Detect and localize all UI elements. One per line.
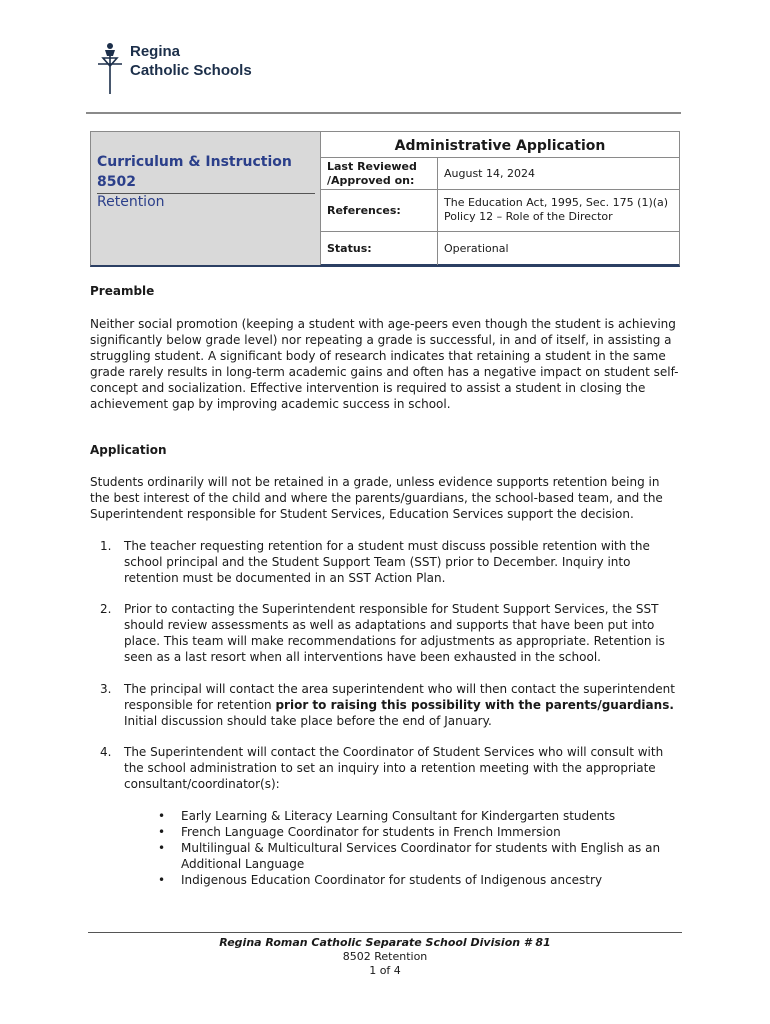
list-item-text: Prior to contacting the Superintendent responsible for Student Support Services, the SST should review assessments as well as adaptations and supports that have been put into place. This team will make recommendations for adjustments as appropriate. Retention is seen as a last resort when all interventions have been exhausted in the school. <box>124 602 665 664</box>
application-title: Administrative Application <box>321 132 679 158</box>
section-label: Curriculum & Instruction <box>97 154 292 170</box>
bullet-text: Multilingual & Multicultural Services Coordinator for students with English as an Additional Language <box>181 841 661 871</box>
section-heading <box>97 152 315 194</box>
policy-title: Retention <box>97 194 165 210</box>
application-intro: Students ordinarily will not be retained in a grade, unless evidence supports retention being in the best interest of the child and where the parents/guardians, the school-based team, and the Superintendent responsible for Student Services, Education Services support the decision. <box>90 475 663 521</box>
reference-2: Policy 12 – Role of the Director <box>444 210 613 223</box>
numbered-list-4 <box>90 744 680 792</box>
bullet-item <box>156 824 676 840</box>
list-number: 3. <box>100 682 112 696</box>
row-references <box>321 190 679 232</box>
logo-line-2: Catholic Schools <box>130 62 252 79</box>
last-reviewed-label: Last Reviewed /Approved on: <box>327 160 417 187</box>
section-number: 8502 <box>97 174 136 190</box>
application-heading: Application <box>90 443 167 457</box>
list-number: 2. <box>100 602 112 616</box>
numbered-list-3 <box>90 681 680 729</box>
list-item-text: The Superintendent will contact the Coordinator of Student Services who will consult with the school administration to set an inquiry into a retention meeting with the appropriate consultant/coordinator(s): <box>124 745 664 791</box>
preamble-text: Neither social promotion (keeping a student with age-peers even though the student is achieving significantly below grade level) nor repeating a grade is successful, in and of itself, in assisting a struggling student. A significant body of research indicates that retaining a student in the same grade rarely results in long-term academic gains and often has a negative impact on student self-concept and socialization. Effective intervention is required to assist a student in closing the achievement gap by improving academic success in school. <box>90 317 679 411</box>
footer-divider <box>88 932 682 933</box>
logo <box>96 40 296 96</box>
list-item-text-b: Initial discussion should take place before the end of January. <box>124 714 492 728</box>
references-label: References: <box>327 204 401 217</box>
list-item-text-bold: prior to raising this possibility with the parents/guardians. <box>275 698 674 712</box>
preamble-heading: Preamble <box>90 284 155 298</box>
bullet-text: French Language Coordinator for students in French Immersion <box>181 825 561 839</box>
bullet-icon: • <box>158 809 166 823</box>
list-item-3 <box>90 681 680 729</box>
list-number: 4. <box>100 745 112 759</box>
list-item-text-a: The principal will contact the area superintendent who will then contact the superintendent responsible for retention <box>124 682 675 712</box>
header-right-panel <box>321 132 679 265</box>
footer-page: 1 of 4 <box>369 964 401 977</box>
footer-org: Regina Roman Catholic Separate School Division # 81 <box>219 936 551 949</box>
references-value <box>437 190 673 231</box>
numbered-list <box>90 538 680 586</box>
row-last-reviewed <box>321 158 679 190</box>
reference-1: The Education Act, 1995, Sec. 175 (1)(a) <box>444 196 669 209</box>
bullet-list <box>156 808 676 888</box>
status-label: Status: <box>327 242 372 255</box>
bullet-icon: • <box>158 825 166 839</box>
top-divider <box>86 112 681 114</box>
numbered-list-2 <box>90 601 680 665</box>
policy-header-table <box>90 131 680 267</box>
cross-logo-icon <box>96 40 124 94</box>
bullet-text: Early Learning & Literacy Learning Consultant for Kindergarten students <box>181 809 616 823</box>
list-item-1 <box>90 538 680 586</box>
list-item-4 <box>90 744 680 792</box>
bullet-icon: • <box>158 873 166 887</box>
header-left-panel <box>91 132 321 265</box>
bullet-item <box>156 808 676 824</box>
footer-doc: 8502 Retention <box>342 950 428 963</box>
list-item-text: The teacher requesting retention for a student must discuss possible retention with the school principal and the Student Support Team (SST) prior to December. Inquiry into retention must be documented in an SST Action Plan. <box>124 539 650 585</box>
last-reviewed-value: August 14, 2024 <box>437 158 673 189</box>
status-value: Operational <box>437 232 673 265</box>
bullet-text: Indigenous Education Coordinator for students of Indigenous ancestry <box>181 873 603 887</box>
row-status <box>321 232 679 265</box>
bullet-item <box>156 840 676 872</box>
bullet-item <box>156 872 676 888</box>
list-number: 1. <box>100 539 112 553</box>
list-item-2 <box>90 601 680 665</box>
bullet-icon: • <box>158 841 166 855</box>
logo-line-1: Regina <box>130 43 181 60</box>
